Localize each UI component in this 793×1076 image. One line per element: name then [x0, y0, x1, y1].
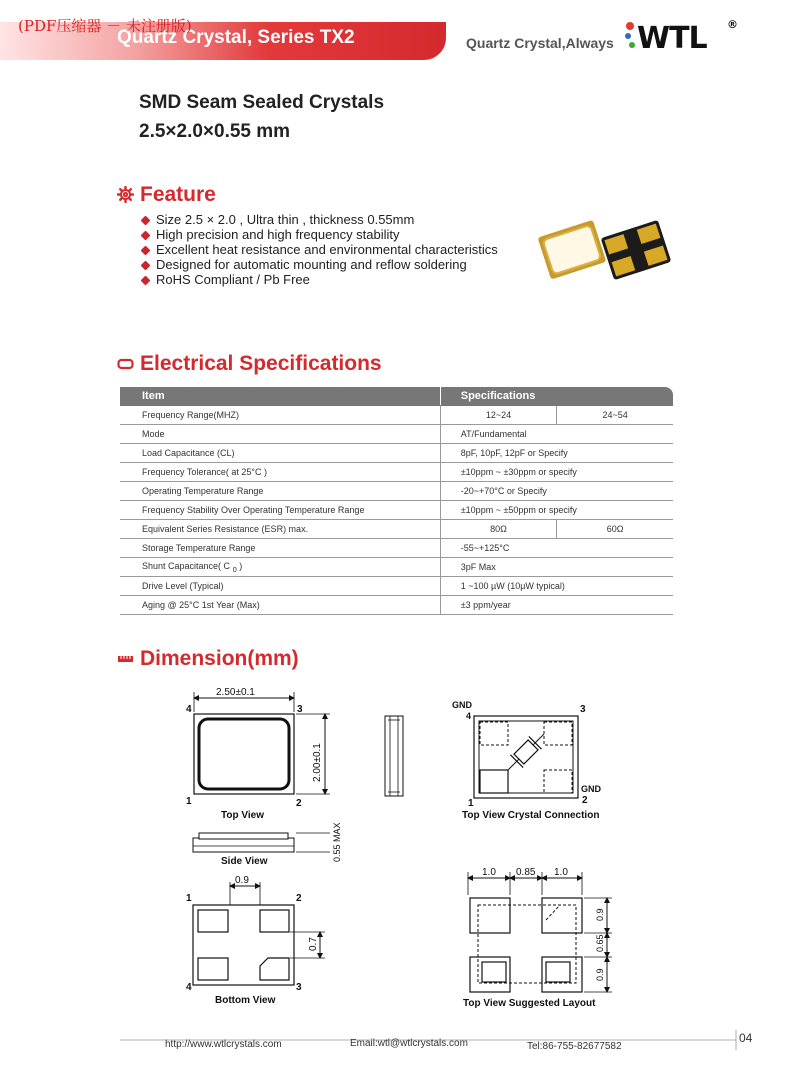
page-number: 04	[739, 1031, 753, 1045]
pin-label: 3	[297, 704, 303, 715]
spec-value: 3pF Max	[440, 558, 673, 577]
spec-value: ±10ppm ~ ±30ppm or specify	[440, 463, 673, 482]
bottom-view-caption: Bottom View	[215, 995, 276, 1006]
spec-item-text-end: )	[236, 560, 243, 571]
dimension-heading: Dimension(mm)	[140, 647, 299, 670]
feature-item-text: Size 2.5 × 2.0 , Ultra thin , thickness 0.55mm	[156, 212, 415, 227]
registered-mark: ®	[727, 18, 738, 31]
top-view-caption: Top View	[221, 810, 264, 821]
column-header-specifications: Specifications	[440, 387, 673, 406]
spec-value: 8pF, 10pF, 12pF or Specify	[440, 444, 673, 463]
spec-item-text: Shunt Capacitance( C	[142, 560, 231, 571]
layout-caption: Top View Suggested Layout	[463, 998, 596, 1009]
layout-h-label: 1.0	[554, 867, 568, 878]
spec-item: Aging @ 25°C 1st Year (Max)	[120, 596, 440, 615]
pin-label: 2	[296, 798, 302, 809]
spec-value: 12~24	[440, 406, 557, 425]
feature-heading: Feature	[140, 183, 216, 206]
spec-value: 24~54	[557, 406, 673, 425]
bottom-view-drawing	[186, 875, 325, 1006]
footer-phone: Tel:86-755-82677582	[527, 1041, 622, 1052]
spec-item: Operating Temperature Range	[120, 482, 440, 501]
spec-item-subscript: 0	[232, 564, 237, 574]
series-title: Quartz Crystal, Series TX2	[117, 27, 355, 48]
pin-label: 4	[466, 711, 472, 721]
gnd-label: GND	[581, 784, 601, 794]
top-view-width-label: 2.50±0.1	[216, 687, 255, 698]
bottom-view-pad-label: 0.9	[235, 875, 249, 886]
pin-label: 1	[468, 798, 474, 809]
spec-value: -20~+70°C or Specify	[440, 482, 673, 501]
pin-label: 1	[186, 893, 192, 904]
footer-email[interactable]: Email:wtl@wtlcrystals.com	[350, 1038, 468, 1049]
side-view-caption: Side View	[221, 856, 268, 867]
crystal-connection-drawing	[452, 700, 602, 821]
spec-item: Mode	[120, 425, 440, 444]
spec-item: Storage Temperature Range	[120, 539, 440, 558]
connection-caption: Top View Crystal Connection	[462, 810, 600, 821]
layout-v-label: 0.65	[595, 934, 605, 952]
watermark: (PDF压缩器 － 未注册版)	[18, 17, 192, 35]
layout-v-label: 0.9	[595, 908, 605, 921]
product-size: 2.5×2.0×0.55 mm	[139, 121, 291, 142]
feature-item-text: Designed for automatic mounting and reflow soldering	[156, 257, 467, 272]
layout-h-label: 0.85	[516, 867, 536, 878]
spec-item: Equivalent Series Resistance (ESR) max.	[120, 520, 440, 539]
spec-value: AT/Fundamental	[440, 425, 673, 444]
feature-item-text: High precision and high frequency stability	[156, 227, 400, 242]
electrical-heading: Electrical Specifications	[140, 352, 382, 375]
pin-label: 1	[186, 796, 192, 807]
pin-label: 4	[186, 982, 192, 993]
spec-item: Load Capacitance (CL)	[120, 444, 440, 463]
spec-value: 80Ω	[440, 520, 557, 539]
top-view-height-label: 2.00±0.1	[312, 743, 323, 782]
spec-item: Frequency Range(MHZ)	[120, 406, 440, 425]
side-view-drawing	[193, 822, 342, 867]
spec-value: 1 ~100 µW (10µW typical)	[440, 577, 673, 596]
pin-label: 4	[186, 704, 192, 715]
suggested-layout-drawing	[463, 867, 612, 1009]
spec-value: ±10ppm ~ ±50ppm or specify	[440, 501, 673, 520]
bottom-view-gap-label: 0.7	[308, 937, 319, 951]
logo-text: WTL	[637, 21, 707, 52]
spec-item: Frequency Stability Over Operating Temperature Range	[120, 501, 440, 520]
footer-website[interactable]: http://www.wtlcrystals.com	[165, 1039, 282, 1050]
product-title: SMD Seam Sealed Crystals	[139, 92, 385, 113]
tagline: Quartz Crystal,Always	[466, 35, 614, 51]
pin-label: 3	[296, 982, 302, 993]
side-profile-drawing	[385, 716, 403, 796]
pin-label: 2	[582, 795, 588, 806]
pin-label: 2	[296, 893, 302, 904]
layout-v-label: 0.9	[595, 968, 605, 981]
side-view-height-label: 0.55 MAX	[332, 822, 342, 862]
pin-label: 3	[580, 704, 586, 715]
spec-item: Drive Level (Typical)	[120, 577, 440, 596]
spec-value: 60Ω	[557, 520, 673, 539]
spec-value: ±3 ppm/year	[440, 596, 673, 615]
spec-value: -55~+125°C	[440, 539, 673, 558]
feature-item-text: RoHS Compliant / Pb Free	[156, 272, 310, 287]
layout-h-label: 1.0	[482, 867, 496, 878]
spec-item: Frequency Tolerance( at 25°C )	[120, 463, 440, 482]
gnd-label: GND	[452, 700, 472, 710]
feature-item-text: Excellent heat resistance and environmental characteristics	[156, 242, 498, 257]
column-header-item: Item	[120, 387, 440, 406]
top-view-drawing	[186, 687, 330, 821]
